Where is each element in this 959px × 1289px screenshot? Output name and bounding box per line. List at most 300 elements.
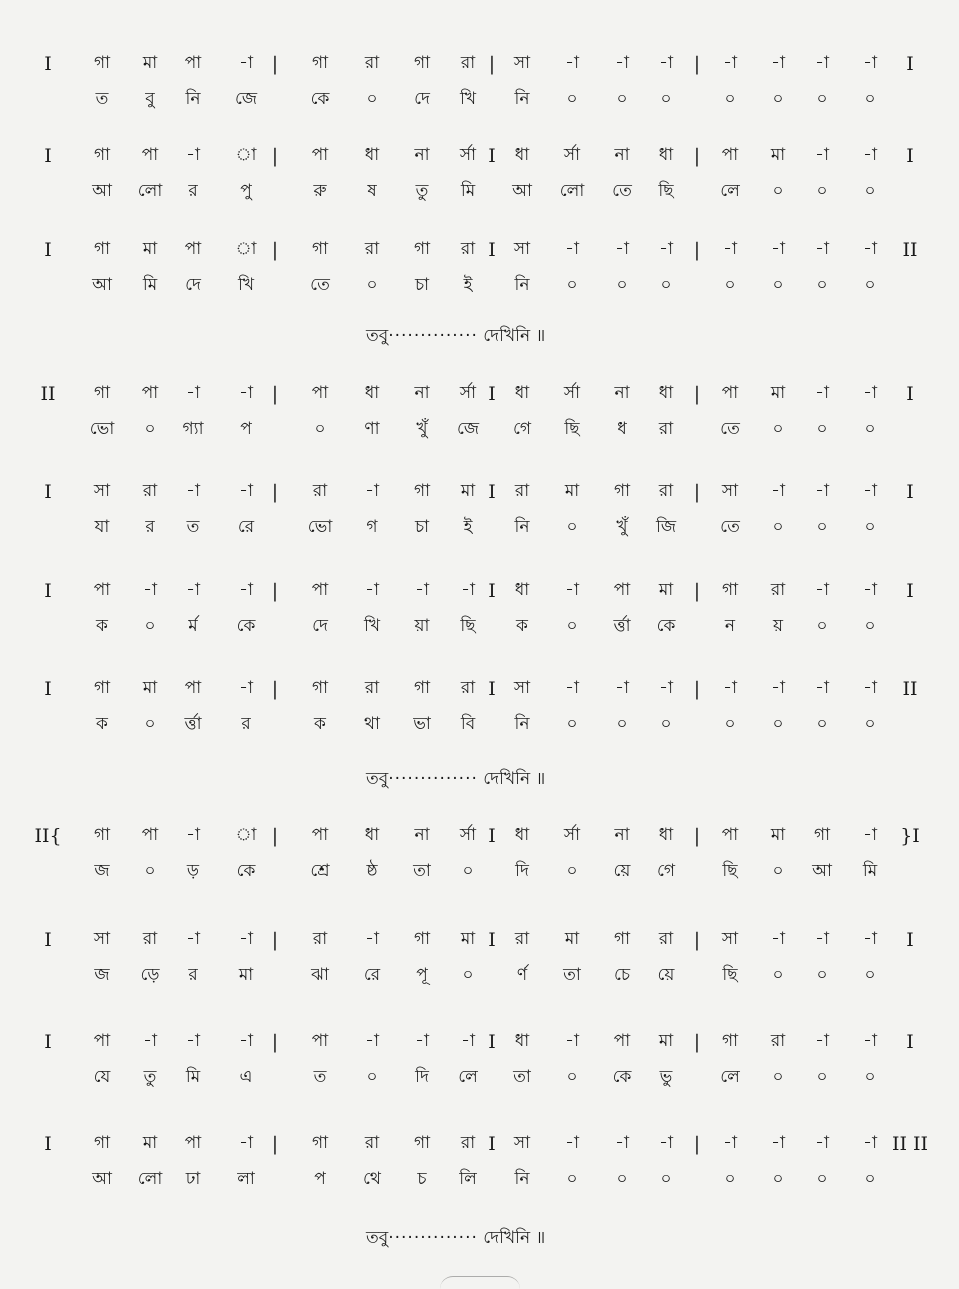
refrain-dots: ·············· (388, 769, 478, 789)
swara-note: সা (93, 929, 111, 949)
bar-line: | (271, 383, 279, 405)
lyric-syllable: কে (236, 861, 256, 881)
lyric-syllable: নি (514, 1169, 530, 1189)
lyric-syllable: ই (463, 517, 473, 537)
lyric-syllable: তা (513, 1067, 531, 1087)
refrain-line (366, 323, 545, 351)
line-end-marker: II (902, 239, 918, 261)
swara-note: -া (723, 53, 737, 73)
lyric-syllable: ০ (366, 1067, 378, 1087)
swara-note: -া (863, 53, 877, 73)
swara-note: সা (513, 1133, 531, 1153)
bar-line: | (693, 825, 701, 847)
swara-note: -া (771, 53, 785, 73)
lyric-syllable: তু (143, 1067, 157, 1087)
swara-note: পা (311, 145, 329, 165)
notation-line (0, 1033, 959, 1113)
swara-note: না (614, 383, 630, 403)
notation-line (0, 680, 959, 760)
line-end-marker: I (906, 481, 914, 503)
notation-line (0, 483, 959, 563)
lyric-syllable: দে (414, 89, 430, 109)
lyric-syllable: ০ (724, 1169, 736, 1189)
lyric-syllable: নি (185, 89, 201, 109)
swara-note: ধা (364, 145, 380, 165)
lyric-syllable: ০ (816, 1169, 828, 1189)
swara-note: গা (93, 825, 111, 845)
line-end-marker: I (906, 1031, 914, 1053)
swara-note: -া (239, 580, 253, 600)
swara-note: -া (186, 1031, 200, 1051)
swara-note: ধা (364, 825, 380, 845)
swara-note: ধা (514, 383, 530, 403)
lyric-syllable: খি (459, 89, 477, 109)
lyric-syllable: ০ (616, 714, 628, 734)
bar-line: | (693, 1031, 701, 1053)
swara-note: গা (413, 481, 431, 501)
lyric-syllable: ০ (566, 89, 578, 109)
lyric-syllable: খুঁ (616, 517, 628, 537)
swara-note: মা (564, 929, 580, 949)
swara-note: -া (415, 580, 429, 600)
lyric-syllable: য়া (414, 616, 430, 636)
lyric-syllable: ০ (462, 965, 474, 985)
lyric-syllable: ঝা (311, 965, 329, 985)
swara-note: রা (770, 1031, 786, 1051)
bar-line: | (271, 145, 279, 167)
lyric-syllable: গ্যা (182, 419, 204, 439)
swara-note: রা (460, 53, 476, 73)
lyric-syllable: ণা (364, 419, 380, 439)
lyric-syllable: দি (415, 1067, 429, 1087)
swara-note: পা (721, 145, 739, 165)
swara-note: র্সা (459, 825, 477, 845)
swara-note: মা (142, 239, 158, 259)
lyric-syllable: ০ (816, 714, 828, 734)
bar-line: I (488, 239, 496, 261)
swara-note: -া (565, 53, 579, 73)
lyric-syllable: র (145, 517, 155, 537)
refrain-start: তবু (366, 326, 389, 346)
swara-note: -া (771, 239, 785, 259)
lyric-syllable: ০ (816, 89, 828, 109)
lyric-syllable: লি (459, 1169, 477, 1189)
bar-line: | (271, 1133, 279, 1155)
lyric-syllable: খি (363, 616, 381, 636)
swara-note: -া (863, 1133, 877, 1153)
lyric-syllable: ০ (816, 965, 828, 985)
bar-line: | (271, 239, 279, 261)
swara-note: -া (815, 145, 829, 165)
lyric-syllable: ০ (816, 275, 828, 295)
swara-note: পা (141, 383, 159, 403)
swara-note: -া (863, 929, 877, 949)
lyric-syllable: শ্রে (310, 861, 330, 881)
bar-line: | (693, 678, 701, 700)
lyric-syllable: ০ (724, 714, 736, 734)
lyric-syllable: গে (512, 419, 532, 439)
lyric-syllable: ০ (144, 714, 156, 734)
swara-note: মা (142, 53, 158, 73)
lyric-syllable: কে (656, 616, 676, 636)
swara-note: -া (186, 825, 200, 845)
lyric-syllable: ০ (566, 1067, 578, 1087)
lyric-syllable: নি (514, 714, 530, 734)
swara-note: রা (364, 1133, 380, 1153)
swara-note: রা (460, 1133, 476, 1153)
swara-note: গা (413, 678, 431, 698)
line-start-marker: I (44, 239, 52, 261)
lyric-syllable: ০ (724, 89, 736, 109)
line-end-marker: I (906, 383, 914, 405)
lyric-syllable: মি (460, 181, 476, 201)
lyric-syllable: দি (515, 861, 529, 881)
swara-note: -া (863, 825, 877, 845)
lyric-syllable: আ (92, 1169, 112, 1189)
lyric-syllable: লো (559, 181, 585, 201)
swara-note: গা (311, 53, 329, 73)
lyric-syllable: তে (720, 419, 740, 439)
line-end-marker: I (906, 53, 914, 75)
swara-note: রা (312, 481, 328, 501)
lyric-syllable: ০ (772, 89, 784, 109)
bar-line: | (693, 383, 701, 405)
lyric-syllable: ০ (772, 714, 784, 734)
page-number-arc (440, 1276, 520, 1289)
bar-line: | (271, 929, 279, 951)
line-end-marker: II II (891, 1133, 929, 1155)
bar-line: | (271, 825, 279, 847)
lyric-syllable: তা (413, 861, 431, 881)
swara-note: মা (658, 580, 674, 600)
refrain-line (366, 766, 545, 794)
lyric-syllable: ০ (864, 1067, 876, 1087)
lyric-syllable: রা (658, 419, 674, 439)
lyric-syllable: চ (417, 1169, 427, 1189)
notation-line (0, 1135, 959, 1215)
swara-note: ধা (658, 145, 674, 165)
lyric-syllable: নি (514, 517, 530, 537)
lyric-syllable: ড়ে (140, 965, 160, 985)
notation-line (0, 241, 959, 321)
lyric-syllable: ০ (616, 89, 628, 109)
bar-line: I (488, 1031, 496, 1053)
bar-line: I (488, 580, 496, 602)
lyric-syllable: ০ (772, 275, 784, 295)
swara-note: -া (186, 481, 200, 501)
lyric-syllable: ০ (864, 616, 876, 636)
swara-note: পা (184, 1133, 202, 1153)
lyric-syllable: ঢা (185, 1169, 201, 1189)
lyric-syllable: ০ (724, 275, 736, 295)
swara-note: রা (460, 239, 476, 259)
lyric-syllable: ভো (307, 517, 333, 537)
lyric-syllable: ত (95, 89, 109, 109)
line-end-marker: I (906, 145, 914, 167)
lyric-syllable: ছি (658, 181, 674, 201)
lyric-syllable: রু (313, 181, 327, 201)
lyric-syllable: ষ (367, 181, 377, 201)
swara-note: না (414, 145, 430, 165)
refrain-start: তবু (366, 1228, 389, 1248)
swara-note: -া (815, 1031, 829, 1051)
swara-note: পা (613, 580, 631, 600)
lyric-syllable: ০ (816, 181, 828, 201)
bar-line: I (488, 929, 496, 951)
lyric-syllable: ০ (660, 714, 672, 734)
swara-note: রা (658, 481, 674, 501)
bar-line: | (693, 53, 701, 75)
line-start-marker: I (44, 929, 52, 951)
lyric-syllable: পু (240, 181, 252, 201)
swara-note: -া (659, 1133, 673, 1153)
swara-note: রা (142, 929, 158, 949)
bar-line: I (488, 678, 496, 700)
refrain-end: দেখিনি (477, 769, 536, 789)
lyric-syllable: তে (612, 181, 632, 201)
lyric-syllable: আ (512, 181, 532, 201)
swara-note: -া (863, 145, 877, 165)
lyric-syllable: ০ (816, 517, 828, 537)
swara-note: রা (364, 53, 380, 73)
swara-note: -া (615, 53, 629, 73)
lyric-syllable: লো (137, 181, 163, 201)
swara-note: না (414, 825, 430, 845)
bar-line: I (488, 145, 496, 167)
swara-note: -া (186, 929, 200, 949)
lyric-syllable: চা (414, 517, 430, 537)
lyric-syllable: ০ (660, 275, 672, 295)
line-start-marker: I (44, 580, 52, 602)
swara-note: -া (863, 678, 877, 698)
lyric-syllable: ০ (772, 965, 784, 985)
swara-note: সা (93, 481, 111, 501)
lyric-syllable: ০ (566, 517, 578, 537)
swara-note: পা (311, 383, 329, 403)
lyric-syllable: নি (514, 275, 530, 295)
bar-line: | (488, 53, 496, 75)
swara-note: ধা (514, 145, 530, 165)
bar-line: I (488, 383, 496, 405)
swara-note: -া (239, 929, 253, 949)
lyric-syllable: ক (96, 714, 108, 734)
swara-note: -া (771, 1133, 785, 1153)
lyric-syllable: খি (237, 275, 255, 295)
lyric-syllable: ০ (314, 419, 326, 439)
swara-note: -া (659, 53, 673, 73)
lyric-syllable: ক (314, 714, 326, 734)
lyric-syllable: আ (92, 275, 112, 295)
bar-line: | (693, 481, 701, 503)
swara-note: রা (142, 481, 158, 501)
lyric-syllable: কে (236, 616, 256, 636)
lyric-syllable: লে (458, 1067, 478, 1087)
lyric-syllable: ড় (186, 861, 200, 881)
swara-note: গা (613, 481, 631, 501)
lyric-syllable: র (241, 714, 251, 734)
swara-note: পা (93, 580, 111, 600)
bar-line: | (693, 580, 701, 602)
swara-note: -া (815, 1133, 829, 1153)
swara-note: সা (721, 929, 739, 949)
line-start-marker: II (40, 383, 56, 405)
swara-note: া (235, 145, 257, 165)
swara-note: -া (723, 239, 737, 259)
swara-note: রা (514, 929, 530, 949)
lyric-syllable: র্ণ (516, 965, 528, 985)
swara-note: গা (413, 239, 431, 259)
lyric-syllable: বি (460, 714, 476, 734)
notation-line (0, 931, 959, 1011)
swara-note: রা (514, 481, 530, 501)
lyric-syllable: তা (563, 965, 581, 985)
lyric-syllable: ০ (772, 861, 784, 881)
lyric-syllable: জি (655, 517, 677, 537)
refrain-mark: ॥ (535, 326, 546, 346)
notation-line (0, 147, 959, 227)
swara-note: সা (513, 678, 531, 698)
lyric-syllable: ০ (816, 419, 828, 439)
swara-note: া (235, 239, 257, 259)
swara-note: গা (413, 929, 431, 949)
swara-note: -া (815, 53, 829, 73)
lyric-syllable: দে (312, 616, 328, 636)
lyric-syllable: ০ (864, 275, 876, 295)
swara-note: -া (186, 580, 200, 600)
swara-note: মা (564, 481, 580, 501)
swara-note: গা (813, 825, 831, 845)
bar-line: | (271, 1031, 279, 1053)
lyric-syllable: ০ (864, 517, 876, 537)
bar-line: I (488, 481, 496, 503)
swara-note: সা (513, 239, 531, 259)
swara-note: -া (565, 239, 579, 259)
refrain-start: তবু (366, 769, 389, 789)
swara-note: -া (863, 580, 877, 600)
lyric-syllable: ত (186, 517, 200, 537)
swara-note: না (614, 825, 630, 845)
line-start-marker: I (44, 1031, 52, 1053)
swara-note: মা (460, 929, 476, 949)
lyric-syllable: জে (456, 419, 480, 439)
swara-note: -া (863, 481, 877, 501)
swara-note: -া (239, 1133, 253, 1153)
line-start-marker: I (44, 481, 52, 503)
lyric-syllable: যে (93, 1067, 111, 1087)
refrain-mark: ॥ (535, 769, 546, 789)
lyric-syllable: ০ (772, 1169, 784, 1189)
swara-note: রা (460, 678, 476, 698)
bar-line: I (488, 825, 496, 847)
line-start-marker: I (44, 53, 52, 75)
line-end-marker: II (902, 678, 918, 700)
swara-note: গা (311, 1133, 329, 1153)
swara-note: -া (863, 239, 877, 259)
swara-note: মা (142, 678, 158, 698)
swara-note: ধা (364, 383, 380, 403)
swara-note: রা (658, 929, 674, 949)
lyric-syllable: বু (145, 89, 155, 109)
swara-note: সা (721, 481, 739, 501)
swara-note: না (414, 383, 430, 403)
lyric-syllable: ই (463, 275, 473, 295)
swara-note: -া (239, 481, 253, 501)
bar-line: I (488, 1133, 496, 1155)
lyric-syllable: লে (720, 1067, 740, 1087)
bar-line: | (271, 580, 279, 602)
lyric-syllable: লে (720, 181, 740, 201)
swara-note: র্সা (563, 383, 581, 403)
refrain-line (366, 1225, 545, 1253)
lyric-syllable: র (188, 965, 198, 985)
lyric-syllable: ছি (722, 861, 738, 881)
swara-note: -া (615, 239, 629, 259)
swara-note: -া (565, 1031, 579, 1051)
swara-note: ধা (514, 580, 530, 600)
lyric-syllable: ছি (564, 419, 580, 439)
lyric-syllable: য় (772, 616, 784, 636)
lyric-syllable: ০ (772, 419, 784, 439)
lyric-syllable: ০ (144, 419, 156, 439)
lyric-syllable: ০ (566, 861, 578, 881)
lyric-syllable: ০ (660, 89, 672, 109)
swara-note: গা (311, 678, 329, 698)
swara-note: া (235, 825, 257, 845)
swara-note: -া (565, 678, 579, 698)
lyric-syllable: ভো (89, 419, 115, 439)
lyric-syllable: থা (364, 714, 380, 734)
bar-line: | (271, 481, 279, 503)
swara-note: -া (239, 53, 253, 73)
lyric-syllable: র (188, 181, 198, 201)
swara-note: -া (815, 481, 829, 501)
swara-note: -া (186, 383, 200, 403)
lyric-syllable: মি (862, 861, 878, 881)
lyric-syllable: দে (185, 275, 201, 295)
refrain-dots: ·············· (388, 1228, 478, 1248)
swara-note: র্সা (563, 825, 581, 845)
line-start-marker: II{ (34, 825, 62, 847)
lyric-syllable: ক (516, 616, 528, 636)
lyric-syllable: র্ত্তা (184, 714, 202, 734)
lyric-syllable: ক (96, 616, 108, 636)
lyric-syllable: ০ (864, 714, 876, 734)
swara-note: -া (461, 580, 475, 600)
lyric-syllable: তু (415, 181, 429, 201)
line-start-marker: I (44, 145, 52, 167)
swara-note: মা (658, 1031, 674, 1051)
swara-note: -া (461, 1031, 475, 1051)
swara-note: সা (513, 53, 531, 73)
lyric-syllable: ০ (864, 1169, 876, 1189)
swara-note: মা (770, 383, 786, 403)
lyric-syllable: র্ম (188, 616, 198, 636)
lyric-syllable: র্ত্তা (613, 616, 631, 636)
swara-note: -া (365, 481, 379, 501)
lyric-syllable: ০ (864, 89, 876, 109)
swara-note: ধা (514, 1031, 530, 1051)
lyric-syllable: চে (613, 965, 631, 985)
lyric-syllable: য়ে (657, 965, 675, 985)
swara-note: গা (93, 145, 111, 165)
lyric-syllable: কে (612, 1067, 632, 1087)
swara-note: -া (771, 678, 785, 698)
swara-note: ধা (658, 383, 674, 403)
lyric-syllable: ০ (660, 1169, 672, 1189)
swara-note: -া (239, 678, 253, 698)
lyric-syllable: ০ (366, 275, 378, 295)
swara-note: গা (721, 1031, 739, 1051)
